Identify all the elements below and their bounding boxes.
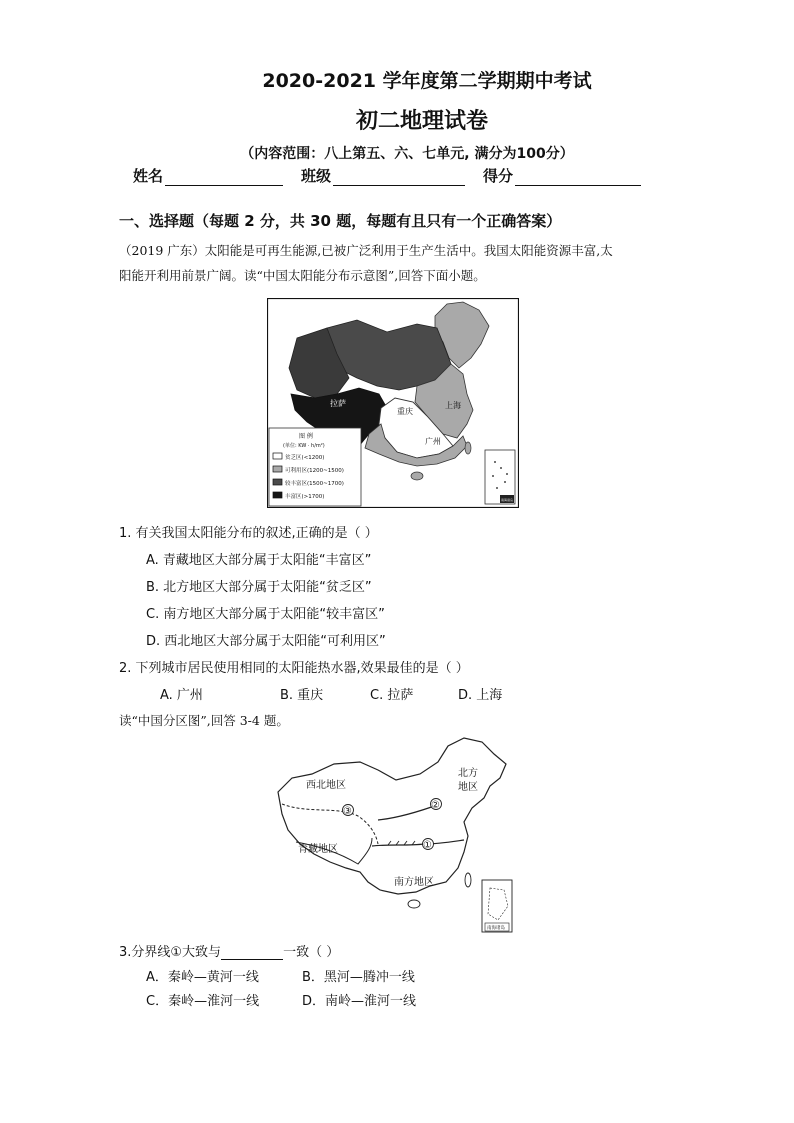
region-qinghai-tibet-label: 青藏地区 bbox=[298, 844, 338, 855]
region-north-label-line1: 北方 bbox=[458, 768, 478, 779]
svg-text:①: ① bbox=[423, 840, 432, 851]
legend-title: 图 例 bbox=[299, 433, 313, 440]
question-3-stem-prefix: 3.分界线①大致与 bbox=[119, 945, 222, 960]
intro-text bbox=[119, 238, 679, 288]
intro-line-1: （2019 广东）太阳能是可再生能源,已被广泛利用于生产生活中。我国太阳能资源丰富,太 bbox=[119, 243, 613, 258]
legend-swatch-rich bbox=[273, 479, 282, 485]
svg-text:②: ② bbox=[431, 800, 440, 811]
china-regions-map bbox=[268, 734, 530, 934]
question-1-stem: 1. 有关我国太阳能分布的叙述,正确的是（ ） bbox=[119, 526, 378, 541]
question-3-stem bbox=[119, 941, 339, 960]
student-info-row bbox=[133, 165, 641, 186]
class-label: 班级 bbox=[301, 167, 332, 185]
name-blank[interactable] bbox=[165, 169, 283, 186]
read-map-2-instruction: 读“中国分区图”,回答 3-4 题。 bbox=[119, 713, 289, 728]
question-3-blank[interactable] bbox=[221, 945, 283, 960]
exam-title: 初二地理试卷 bbox=[355, 109, 488, 134]
question-2-option-d[interactable]: D. 上海 bbox=[458, 688, 503, 703]
region-south-label: 南方地区 bbox=[394, 877, 434, 888]
legend-label-rich: 较丰富区(1500~1700) bbox=[285, 481, 344, 487]
south-china-sea-inset-2 bbox=[482, 880, 512, 932]
city-chongqing-label: 重庆 bbox=[397, 407, 413, 416]
legend-label-poor: 贫乏区(<1200) bbox=[285, 455, 325, 461]
legend-swatch-poor bbox=[273, 453, 282, 459]
section-heading: 一、选择题（每题 2 分，共 30 题，每题有且只有一个正确答案） bbox=[119, 212, 562, 230]
legend-label-usable: 可利用区(1200~1500) bbox=[285, 468, 344, 474]
exam-scope: （内容范围：八上第五、六、七单元, 满分为100分） bbox=[240, 146, 574, 162]
svg-text:③: ③ bbox=[343, 806, 352, 817]
question-2-option-c[interactable]: C. 拉萨 bbox=[370, 688, 414, 703]
question-1-option-d[interactable]: D. 西北地区大部分属于太阳能“可利用区” bbox=[146, 634, 386, 649]
class-blank[interactable] bbox=[333, 169, 465, 186]
name-label: 姓名 bbox=[133, 167, 164, 185]
city-lasa-label: 拉萨 bbox=[330, 399, 346, 408]
boundary-marker-3 bbox=[343, 805, 354, 818]
question-3-option-c[interactable]: C．秦岭—淮河一线 bbox=[146, 994, 260, 1009]
question-1-option-b[interactable]: B. 北方地区大部分属于太阳能“贫乏区” bbox=[146, 580, 372, 595]
question-3-option-d[interactable]: D．南岭—淮河一线 bbox=[302, 994, 417, 1009]
legend-unit: (单位: KW · h/m²) bbox=[283, 443, 325, 449]
south-china-sea-inset bbox=[485, 450, 515, 504]
legend-label-abundant: 丰富区(>1700) bbox=[285, 494, 325, 500]
legend-swatch-abundant bbox=[273, 492, 282, 498]
region-northwest-label: 西北地区 bbox=[306, 780, 346, 791]
intro-line-2: 阳能开利用前景广阔。读“中国太阳能分布示意图”,回答下面小题。 bbox=[119, 268, 486, 283]
score-field[interactable] bbox=[483, 165, 641, 186]
question-1-option-c[interactable]: C. 南方地区大部分属于太阳能“较丰富区” bbox=[146, 607, 385, 622]
question-3-stem-suffix: 一致（ ） bbox=[283, 945, 340, 960]
inset2-label: 南海诸岛 bbox=[487, 926, 505, 931]
class-field[interactable] bbox=[301, 165, 465, 186]
city-guangzhou-label: 广州 bbox=[425, 437, 441, 446]
region-north-label-line2: 地区 bbox=[458, 782, 478, 793]
question-3-option-a[interactable]: A．秦岭—黄河一线 bbox=[146, 970, 259, 985]
question-2-option-b[interactable]: B. 重庆 bbox=[280, 688, 324, 703]
legend-swatch-usable bbox=[273, 466, 282, 472]
exam-year-title: 2020-2021 学年度第二学期期中考试 bbox=[262, 70, 592, 92]
name-field[interactable] bbox=[133, 165, 283, 186]
inset1-label: 南海诸岛 bbox=[501, 498, 514, 502]
map-legend bbox=[269, 428, 361, 506]
score-blank[interactable] bbox=[515, 169, 641, 186]
solar-distribution-map bbox=[267, 298, 519, 508]
score-label: 得分 bbox=[483, 167, 514, 185]
boundary-marker-2 bbox=[431, 799, 442, 812]
question-1-option-a[interactable]: A. 青藏地区大部分属于太阳能“丰富区” bbox=[146, 553, 372, 568]
question-2-option-a[interactable]: A. 广州 bbox=[160, 688, 203, 703]
question-2-stem: 2. 下列城市居民使用相同的太阳能热水器,效果最佳的是（ ） bbox=[119, 661, 469, 676]
boundary-marker-1 bbox=[423, 839, 434, 852]
question-3-option-b[interactable]: B．黑河—腾冲一线 bbox=[302, 970, 415, 985]
city-shanghai-label: 上海 bbox=[445, 401, 461, 410]
